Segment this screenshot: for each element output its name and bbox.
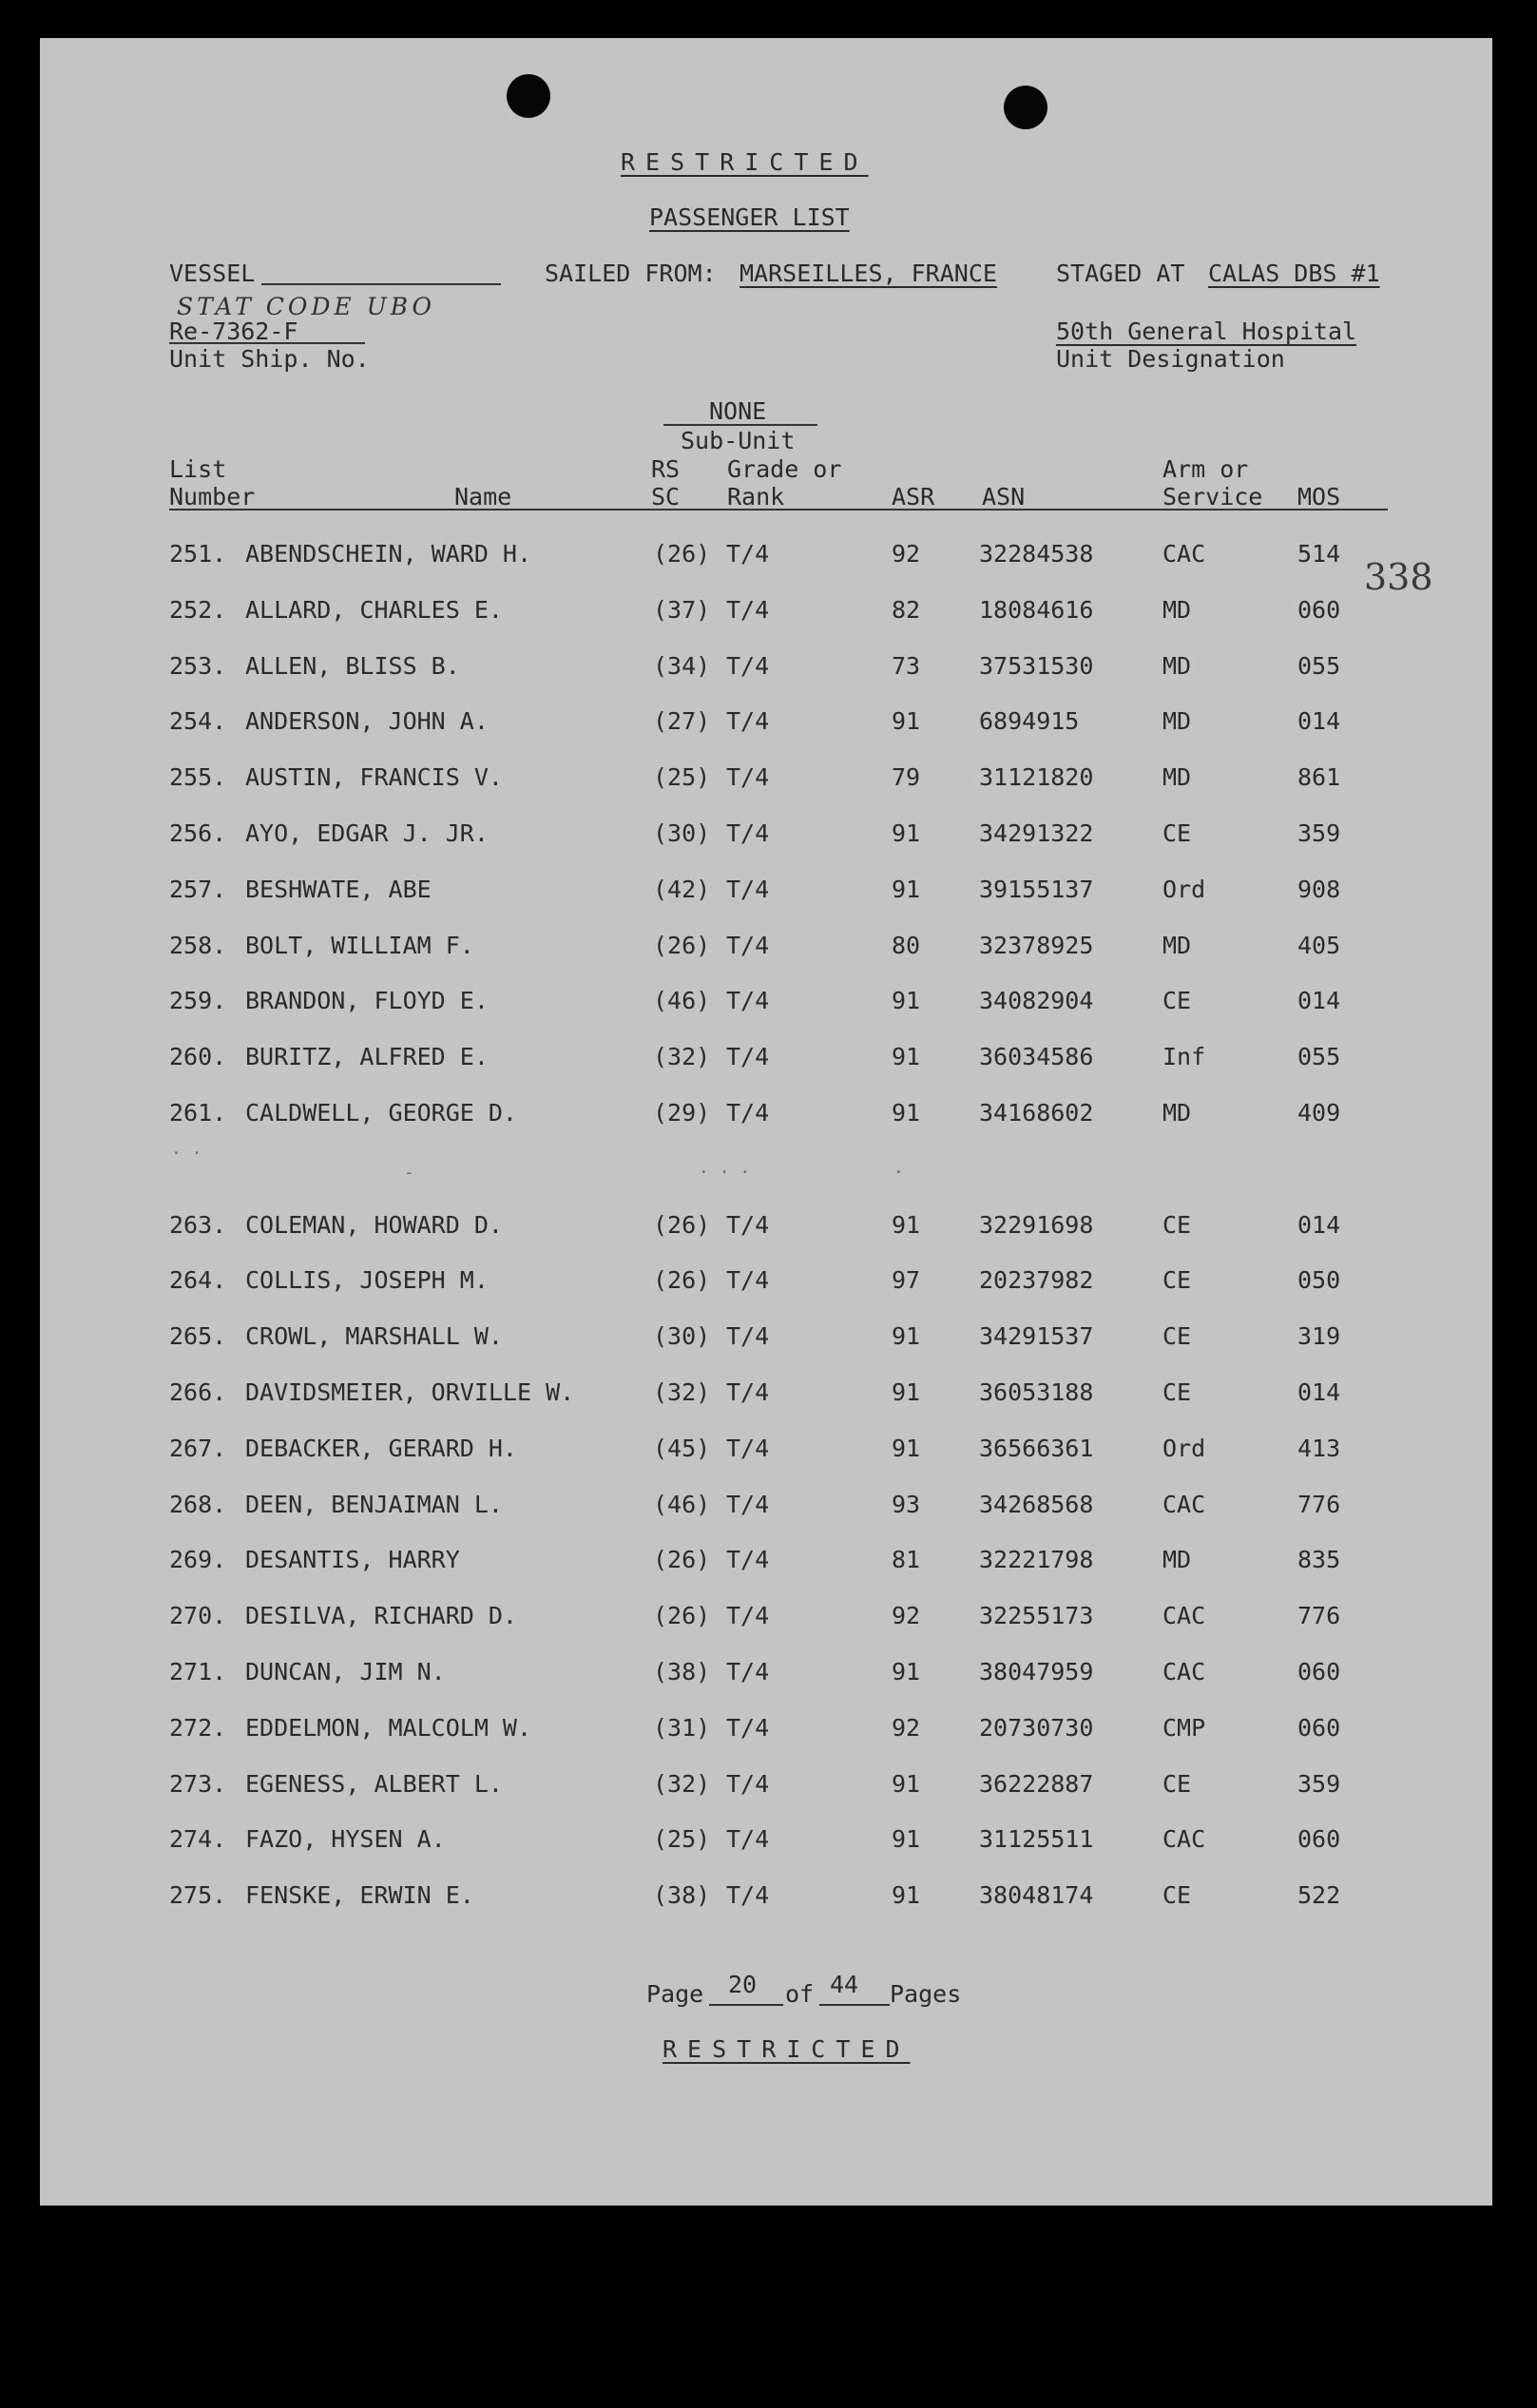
unit-ship-no-value: Re-7362-F — [169, 318, 298, 345]
row-grade: T/4 — [726, 819, 770, 847]
row-name: COLLIS, JOSEPH M. — [245, 1266, 489, 1294]
row-rs-sc: (38) — [653, 1881, 711, 1909]
row-name: DEEN, BENJAIMAN L. — [245, 1491, 503, 1518]
row-asn: 32284538 — [979, 540, 1094, 568]
row-asn: 38047959 — [979, 1658, 1094, 1686]
row-mos: 014 — [1297, 1211, 1341, 1239]
row-grade: T/4 — [726, 876, 770, 903]
row-grade: T/4 — [726, 1378, 770, 1406]
row-name: AUSTIN, FRANCIS V. — [245, 763, 503, 791]
row-rs-sc: (34) — [653, 652, 711, 680]
row-list-number: 272. — [169, 1714, 227, 1742]
row-name: CROWL, MARSHALL W. — [245, 1322, 503, 1350]
row-asn: 36034586 — [979, 1043, 1094, 1070]
row-grade: T/4 — [726, 1043, 770, 1070]
row-asn: 34082904 — [979, 987, 1094, 1014]
table-row — [0, 1772, 1537, 1810]
row-arm-service: MD — [1162, 1099, 1192, 1127]
table-row — [0, 1604, 1537, 1642]
row-list-number: 255. — [169, 763, 227, 791]
row-list-number: 270. — [169, 1602, 227, 1629]
row-name: ALLEN, BLISS B. — [245, 652, 460, 680]
row-asr: 97 — [892, 1266, 921, 1294]
row-list-number: 271. — [169, 1658, 227, 1686]
row-asr: 91 — [892, 1211, 921, 1239]
row-mos: 060 — [1297, 1658, 1341, 1686]
row-arm-service: CE — [1162, 1266, 1192, 1294]
row-mos: 055 — [1297, 1043, 1341, 1070]
row-mos: 776 — [1297, 1491, 1341, 1518]
row-mos: 835 — [1297, 1546, 1341, 1573]
row-mos: 405 — [1297, 932, 1341, 959]
unit-designation-value: 50th General Hospital — [1056, 318, 1357, 345]
row-rs-sc: (26) — [653, 1546, 711, 1573]
row-name: EGENESS, ALBERT L. — [245, 1770, 503, 1798]
row-asn: 32255173 — [979, 1602, 1094, 1629]
page-label: Page — [646, 1980, 704, 2008]
page-current: 20 — [728, 1971, 758, 1998]
sub-unit-line — [663, 424, 817, 426]
row-mos: 861 — [1297, 763, 1341, 791]
row-list-number: 266. — [169, 1378, 227, 1406]
row-arm-service: CE — [1162, 1881, 1192, 1909]
row-arm-service: CAC — [1162, 1825, 1206, 1853]
row-asr: 91 — [892, 1322, 921, 1350]
row-asr: 91 — [892, 1378, 921, 1406]
row-grade: T/4 — [726, 596, 770, 624]
restricted-heading-top: RESTRICTED — [621, 148, 869, 176]
row-asn: 36222887 — [979, 1770, 1094, 1798]
row-name: FAZO, HYSEN A. — [245, 1825, 446, 1853]
row-grade: T/4 — [726, 707, 770, 735]
table-row — [0, 1324, 1537, 1362]
row-grade: T/4 — [726, 1770, 770, 1798]
punch-hole — [507, 74, 550, 118]
row-arm-service: MD — [1162, 652, 1192, 680]
vessel-label: VESSEL — [169, 260, 256, 287]
row-mos: 014 — [1297, 987, 1341, 1014]
row-asr: 91 — [892, 1658, 921, 1686]
table-row — [0, 1493, 1537, 1531]
row-asn: 34168602 — [979, 1099, 1094, 1127]
row-mos: 060 — [1297, 1825, 1341, 1853]
row-arm-service: CE — [1162, 1211, 1192, 1239]
row-name: ANDERSON, JOHN A. — [245, 707, 489, 735]
table-row — [0, 709, 1537, 747]
table-row — [0, 1213, 1537, 1251]
row-rs-sc: (30) — [653, 819, 711, 847]
row-rs-sc: (29) — [653, 1099, 711, 1127]
row-list-number: 264. — [169, 1266, 227, 1294]
row-list-number: 259. — [169, 987, 227, 1014]
row-rs-sc: (32) — [653, 1043, 711, 1070]
row-rs-sc: (32) — [653, 1378, 711, 1406]
table-row — [0, 1436, 1537, 1474]
table-row — [0, 1548, 1537, 1586]
unit-ship-no-label: Unit Ship. No. — [169, 345, 370, 373]
row-grade: T/4 — [726, 1881, 770, 1909]
row-asn: 36053188 — [979, 1378, 1094, 1406]
row-asr: 91 — [892, 987, 921, 1014]
page-total: 44 — [830, 1971, 859, 1998]
table-row — [0, 1716, 1537, 1754]
row-asr: 91 — [892, 1099, 921, 1127]
row-asn: 34268568 — [979, 1491, 1094, 1518]
table-row — [0, 934, 1537, 972]
row-rs-sc: (42) — [653, 876, 711, 903]
row-arm-service: Inf — [1162, 1043, 1206, 1070]
page-stamp-number: 338 — [1364, 556, 1433, 598]
sailed-from-label: SAILED FROM: — [545, 260, 717, 287]
row-mos: 014 — [1297, 1378, 1341, 1406]
table-row — [0, 1827, 1537, 1865]
row-name: EDDELMON, MALCOLM W. — [245, 1714, 532, 1742]
row-mos: 409 — [1297, 1099, 1341, 1127]
row-grade: T/4 — [726, 1825, 770, 1853]
row-arm-service: Ord — [1162, 876, 1206, 903]
row-rs-sc: (30) — [653, 1322, 711, 1350]
row-asn: 38048174 — [979, 1881, 1094, 1909]
sub-unit-label: Sub-Unit — [681, 427, 796, 454]
row-list-number: 251. — [169, 540, 227, 568]
row-rs-sc: (26) — [653, 540, 711, 568]
restricted-heading-bottom: RESTRICTED — [663, 2035, 911, 2063]
row-asr: 79 — [892, 763, 921, 791]
table-row — [0, 1268, 1537, 1306]
col-name: Name — [454, 483, 512, 510]
row-mos: 776 — [1297, 1602, 1341, 1629]
row-rs-sc: (26) — [653, 1211, 711, 1239]
row-asn: 32221798 — [979, 1546, 1094, 1573]
row-asn: 37531530 — [979, 652, 1094, 680]
vessel-blank-line — [261, 283, 501, 285]
row-asr: 92 — [892, 1602, 921, 1629]
row-grade: T/4 — [726, 1266, 770, 1294]
pages-label: Pages — [890, 1980, 962, 2008]
smudge-mark: · — [893, 1163, 904, 1183]
row-arm-service: CE — [1162, 1378, 1192, 1406]
row-asr: 91 — [892, 1043, 921, 1070]
table-row — [0, 1101, 1537, 1139]
col-rs-bottom: SC — [651, 483, 681, 510]
row-mos: 359 — [1297, 819, 1341, 847]
row-asn: 6894915 — [979, 707, 1080, 735]
row-arm-service: CMP — [1162, 1714, 1206, 1742]
row-rs-sc: (45) — [653, 1435, 711, 1462]
row-asn: 36566361 — [979, 1435, 1094, 1462]
handwritten-code-note: STAT CODE UBO — [177, 293, 436, 320]
row-mos: 514 — [1297, 540, 1341, 568]
table-row — [0, 654, 1537, 692]
row-name: DUNCAN, JIM N. — [245, 1658, 446, 1686]
row-asr: 91 — [892, 1435, 921, 1462]
row-rs-sc: (46) — [653, 1491, 711, 1518]
row-list-number: 273. — [169, 1770, 227, 1798]
row-name: BRANDON, FLOYD E. — [245, 987, 489, 1014]
row-asn: 31121820 — [979, 763, 1094, 791]
row-list-number: 254. — [169, 707, 227, 735]
row-rs-sc: (46) — [653, 987, 711, 1014]
row-grade: T/4 — [726, 1546, 770, 1573]
row-asr: 91 — [892, 1825, 921, 1853]
row-grade: T/4 — [726, 540, 770, 568]
row-mos: 014 — [1297, 707, 1341, 735]
col-arm-top: Arm or — [1162, 455, 1249, 483]
row-grade: T/4 — [726, 763, 770, 791]
row-rs-sc: (31) — [653, 1714, 711, 1742]
row-list-number: 265. — [169, 1322, 227, 1350]
table-row — [0, 877, 1537, 915]
row-mos: 050 — [1297, 1266, 1341, 1294]
row-mos: 908 — [1297, 876, 1341, 903]
staged-at-value: CALAS DBS #1 — [1208, 260, 1380, 287]
page-current-line — [709, 2004, 783, 2006]
col-asn: ASN — [982, 483, 1026, 510]
of-label: of — [785, 1980, 815, 2008]
unit-ship-no-line — [169, 342, 365, 344]
row-arm-service: CE — [1162, 987, 1192, 1014]
row-arm-service: MD — [1162, 596, 1192, 624]
table-row — [0, 989, 1537, 1027]
page-total-line — [819, 2004, 890, 2006]
row-asr: 82 — [892, 596, 921, 624]
row-asr: 91 — [892, 1770, 921, 1798]
row-asr: 73 — [892, 652, 921, 680]
smudge-mark: - — [404, 1163, 414, 1183]
row-asn: 32378925 — [979, 932, 1094, 959]
row-asr: 92 — [892, 1714, 921, 1742]
row-arm-service: MD — [1162, 707, 1192, 735]
row-grade: T/4 — [726, 1099, 770, 1127]
row-name: AYO, EDGAR J. JR. — [245, 819, 489, 847]
row-name: ABENDSCHEIN, WARD H. — [245, 540, 532, 568]
row-asr: 81 — [892, 1546, 921, 1573]
row-asr: 91 — [892, 1881, 921, 1909]
row-name: DESILVA, RICHARD D. — [245, 1602, 517, 1629]
row-asn: 18084616 — [979, 596, 1094, 624]
row-rs-sc: (26) — [653, 1602, 711, 1629]
row-list-number: 261. — [169, 1099, 227, 1127]
row-grade: T/4 — [726, 987, 770, 1014]
row-grade: T/4 — [726, 1322, 770, 1350]
row-list-number: 258. — [169, 932, 227, 959]
row-list-number: 275. — [169, 1881, 227, 1909]
staged-at-label: STAGED AT — [1056, 260, 1185, 287]
row-grade: T/4 — [726, 932, 770, 959]
row-asn: 31125511 — [979, 1825, 1094, 1853]
row-list-number: 256. — [169, 819, 227, 847]
row-mos: 060 — [1297, 1714, 1341, 1742]
row-arm-service: CE — [1162, 819, 1192, 847]
row-rs-sc: (26) — [653, 1266, 711, 1294]
unit-designation-label: Unit Designation — [1056, 345, 1285, 373]
row-arm-service: CAC — [1162, 1491, 1206, 1518]
row-grade: T/4 — [726, 1491, 770, 1518]
table-row — [0, 765, 1537, 803]
row-mos: 055 — [1297, 652, 1341, 680]
table-row — [0, 1380, 1537, 1418]
row-list-number: 269. — [169, 1546, 227, 1573]
col-asr: ASR — [892, 483, 935, 510]
row-list-number: 260. — [169, 1043, 227, 1070]
row-asn: 32291698 — [979, 1211, 1094, 1239]
row-asr: 92 — [892, 540, 921, 568]
punch-hole — [1004, 86, 1047, 129]
row-asn: 20730730 — [979, 1714, 1094, 1742]
row-name: BESHWATE, ABE — [245, 876, 432, 903]
table-row — [0, 598, 1537, 636]
table-row — [0, 1883, 1537, 1921]
row-name: DEBACKER, GERARD H. — [245, 1435, 517, 1462]
row-rs-sc: (26) — [653, 932, 711, 959]
row-asr: 80 — [892, 932, 921, 959]
row-arm-service: CAC — [1162, 1658, 1206, 1686]
row-rs-sc: (25) — [653, 763, 711, 791]
row-list-number: 263. — [169, 1211, 227, 1239]
header-rule — [169, 509, 1388, 510]
row-asn: 20237982 — [979, 1266, 1094, 1294]
row-mos: 413 — [1297, 1435, 1341, 1462]
row-name: BOLT, WILLIAM F. — [245, 932, 474, 959]
row-list-number: 253. — [169, 652, 227, 680]
row-list-number: 274. — [169, 1825, 227, 1853]
table-row — [0, 1660, 1537, 1698]
row-mos: 522 — [1297, 1881, 1341, 1909]
col-mos: MOS — [1297, 483, 1341, 510]
row-grade: T/4 — [726, 1714, 770, 1742]
row-asr: 91 — [892, 819, 921, 847]
smudge-mark: · · — [171, 1144, 202, 1164]
row-rs-sc: (25) — [653, 1825, 711, 1853]
row-list-number: 268. — [169, 1491, 227, 1518]
row-name: CALDWELL, GEORGE D. — [245, 1099, 517, 1127]
smudge-mark: · · · — [699, 1163, 751, 1183]
col-list-number-top: List — [169, 455, 227, 483]
row-name: DESANTIS, HARRY — [245, 1546, 460, 1573]
row-rs-sc: (27) — [653, 707, 711, 735]
row-list-number: 257. — [169, 876, 227, 903]
row-name: COLEMAN, HOWARD D. — [245, 1211, 503, 1239]
row-mos: 060 — [1297, 596, 1341, 624]
row-grade: T/4 — [726, 652, 770, 680]
row-list-number: 252. — [169, 596, 227, 624]
table-row — [0, 1045, 1537, 1083]
row-grade: T/4 — [726, 1658, 770, 1686]
row-arm-service: CAC — [1162, 540, 1206, 568]
row-grade: T/4 — [726, 1602, 770, 1629]
sub-unit-value: NONE — [709, 397, 767, 425]
table-row — [0, 542, 1537, 580]
row-asr: 91 — [892, 876, 921, 903]
row-name: ALLARD, CHARLES E. — [245, 596, 503, 624]
col-arm-bottom: Service — [1162, 483, 1263, 510]
col-list-number-bottom: Number — [169, 483, 256, 510]
row-list-number: 267. — [169, 1435, 227, 1462]
row-arm-service: MD — [1162, 932, 1192, 959]
table-row — [0, 821, 1537, 859]
row-asn: 34291322 — [979, 819, 1094, 847]
row-arm-service: CE — [1162, 1770, 1192, 1798]
row-arm-service: CAC — [1162, 1602, 1206, 1629]
col-grade-top: Grade or — [727, 455, 842, 483]
row-asr: 93 — [892, 1491, 921, 1518]
row-mos: 319 — [1297, 1322, 1341, 1350]
row-asr: 91 — [892, 707, 921, 735]
row-rs-sc: (38) — [653, 1658, 711, 1686]
row-asn: 39155137 — [979, 876, 1094, 903]
sailed-from-value: MARSEILLES, FRANCE — [740, 260, 997, 287]
row-mos: 359 — [1297, 1770, 1341, 1798]
row-arm-service: MD — [1162, 763, 1192, 791]
row-name: DAVIDSMEIER, ORVILLE W. — [245, 1378, 575, 1406]
row-asn: 34291537 — [979, 1322, 1094, 1350]
row-name: FENSKE, ERWIN E. — [245, 1881, 474, 1909]
row-grade: T/4 — [726, 1435, 770, 1462]
page-title: PASSENGER LIST — [649, 203, 850, 231]
col-grade-bottom: Rank — [727, 483, 785, 510]
row-arm-service: CE — [1162, 1322, 1192, 1350]
row-arm-service: MD — [1162, 1546, 1192, 1573]
row-rs-sc: (37) — [653, 596, 711, 624]
row-grade: T/4 — [726, 1211, 770, 1239]
row-rs-sc: (32) — [653, 1770, 711, 1798]
col-rs-top: RS — [651, 455, 681, 483]
row-arm-service: Ord — [1162, 1435, 1206, 1462]
row-name: BURITZ, ALFRED E. — [245, 1043, 489, 1070]
